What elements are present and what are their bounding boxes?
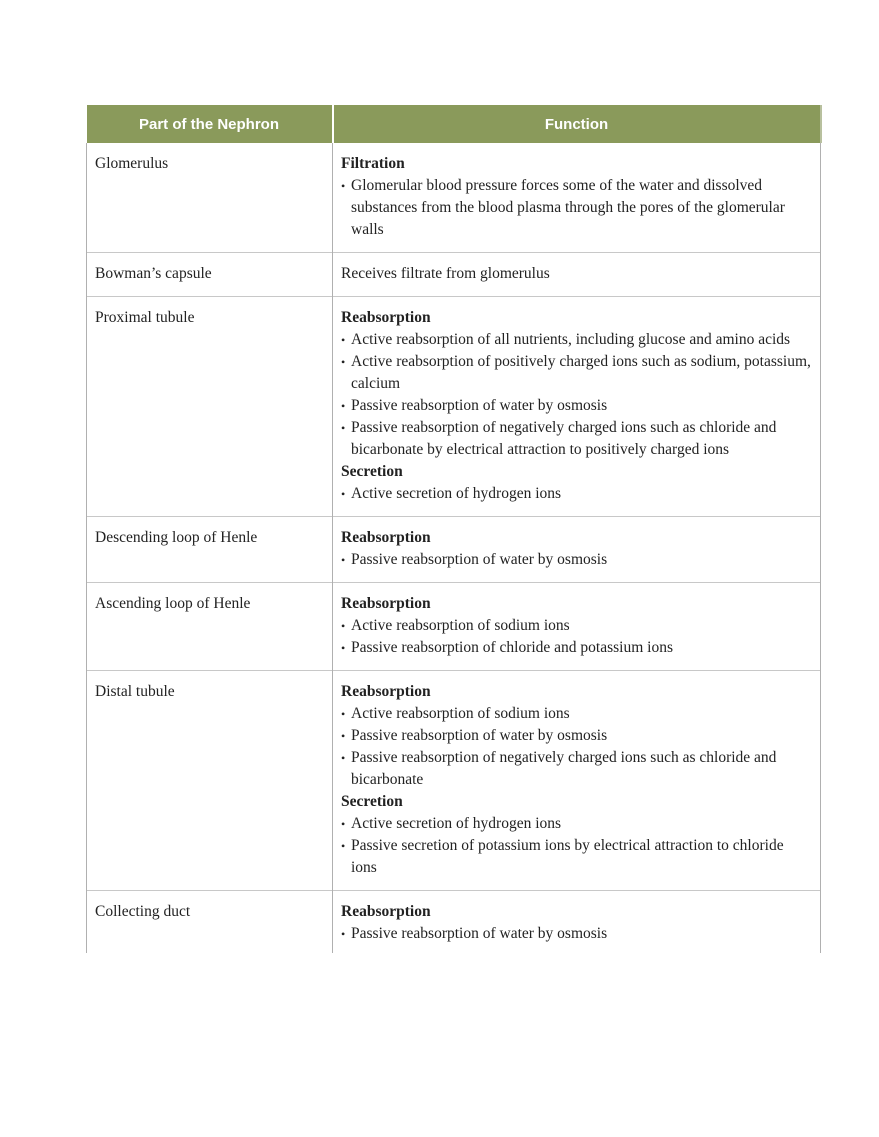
function-group-heading: Reabsorption (341, 529, 431, 546)
function-cell (333, 253, 821, 297)
function-bullet-item: • Active reabsorption of all nutrients, including glucose and amino acids (341, 329, 812, 351)
table-body (87, 143, 821, 953)
function-bullet-item: • Passive reabsorption of water by osmosis (341, 923, 812, 945)
function-bullet-item: • Passive reabsorption of negatively charged ions such as chloride and bicarbonate (341, 747, 812, 791)
table-header-row (87, 105, 821, 143)
table-row (87, 671, 821, 891)
function-cell (333, 297, 821, 517)
nephron-function-table (86, 105, 822, 953)
nephron-function-table-container (86, 105, 820, 953)
function-bullet-list (341, 175, 812, 241)
function-bullet-list (341, 483, 812, 505)
function-group-heading: Secretion (341, 463, 403, 480)
nephron-part-cell: Glomerulus (87, 143, 333, 253)
function-group-heading: Reabsorption (341, 309, 431, 326)
table-row (87, 891, 821, 954)
table-row (87, 253, 821, 297)
function-bullet-list (341, 329, 812, 461)
function-group-heading: Reabsorption (341, 683, 431, 700)
function-cell (333, 517, 821, 583)
function-bullet-item: • Active reabsorption of sodium ions (341, 703, 812, 725)
function-bullet-item: • Active secretion of hydrogen ions (341, 813, 812, 835)
function-bullet-list (341, 923, 812, 945)
nephron-part-cell: Bowman’s capsule (87, 253, 333, 297)
function-bullet-item: • Active reabsorption of sodium ions (341, 615, 812, 637)
function-bullet-item: • Passive secretion of potassium ions by electrical attraction to chloride ions (341, 835, 812, 879)
table-row (87, 143, 821, 253)
function-bullet-list (341, 703, 812, 791)
table-header (87, 105, 821, 143)
table-row (87, 297, 821, 517)
nephron-part-cell: Collecting duct (87, 891, 333, 954)
function-group-heading: Reabsorption (341, 903, 431, 920)
function-text: Receives filtrate from glomerulus (341, 265, 550, 282)
nephron-part-cell: Distal tubule (87, 671, 333, 891)
function-bullet-list (341, 615, 812, 659)
function-bullet-item: • Passive reabsorption of negatively charged ions such as chloride and bicarbonate by electrical attraction to positively charged ions (341, 417, 812, 461)
function-bullet-list (341, 813, 812, 879)
function-bullet-item: • Passive reabsorption of water by osmosis (341, 549, 812, 571)
function-bullet-item: • Active secretion of hydrogen ions (341, 483, 812, 505)
function-group-heading: Filtration (341, 155, 405, 172)
header-function: Function (333, 105, 821, 143)
function-bullet-item: • Active reabsorption of positively charged ions such as sodium, potassium, calcium (341, 351, 812, 395)
function-cell (333, 143, 821, 253)
function-cell (333, 583, 821, 671)
header-part-of-nephron: Part of the Nephron (87, 105, 333, 143)
table-row (87, 517, 821, 583)
function-group-heading: Secretion (341, 793, 403, 810)
function-bullet-item: • Passive reabsorption of water by osmosis (341, 725, 812, 747)
function-cell (333, 891, 821, 954)
nephron-part-cell: Proximal tubule (87, 297, 333, 517)
function-bullet-list (341, 549, 812, 571)
table-row (87, 583, 821, 671)
function-cell (333, 671, 821, 891)
function-bullet-item: • Glomerular blood pressure forces some of the water and dissolved substances from the blood plasma through the pores of the glomerular walls (341, 175, 812, 241)
nephron-part-cell: Descending loop of Henle (87, 517, 333, 583)
function-group-heading: Reabsorption (341, 595, 431, 612)
nephron-part-cell: Ascending loop of Henle (87, 583, 333, 671)
function-bullet-item: • Passive reabsorption of chloride and potassium ions (341, 637, 812, 659)
function-bullet-item: • Passive reabsorption of water by osmosis (341, 395, 812, 417)
